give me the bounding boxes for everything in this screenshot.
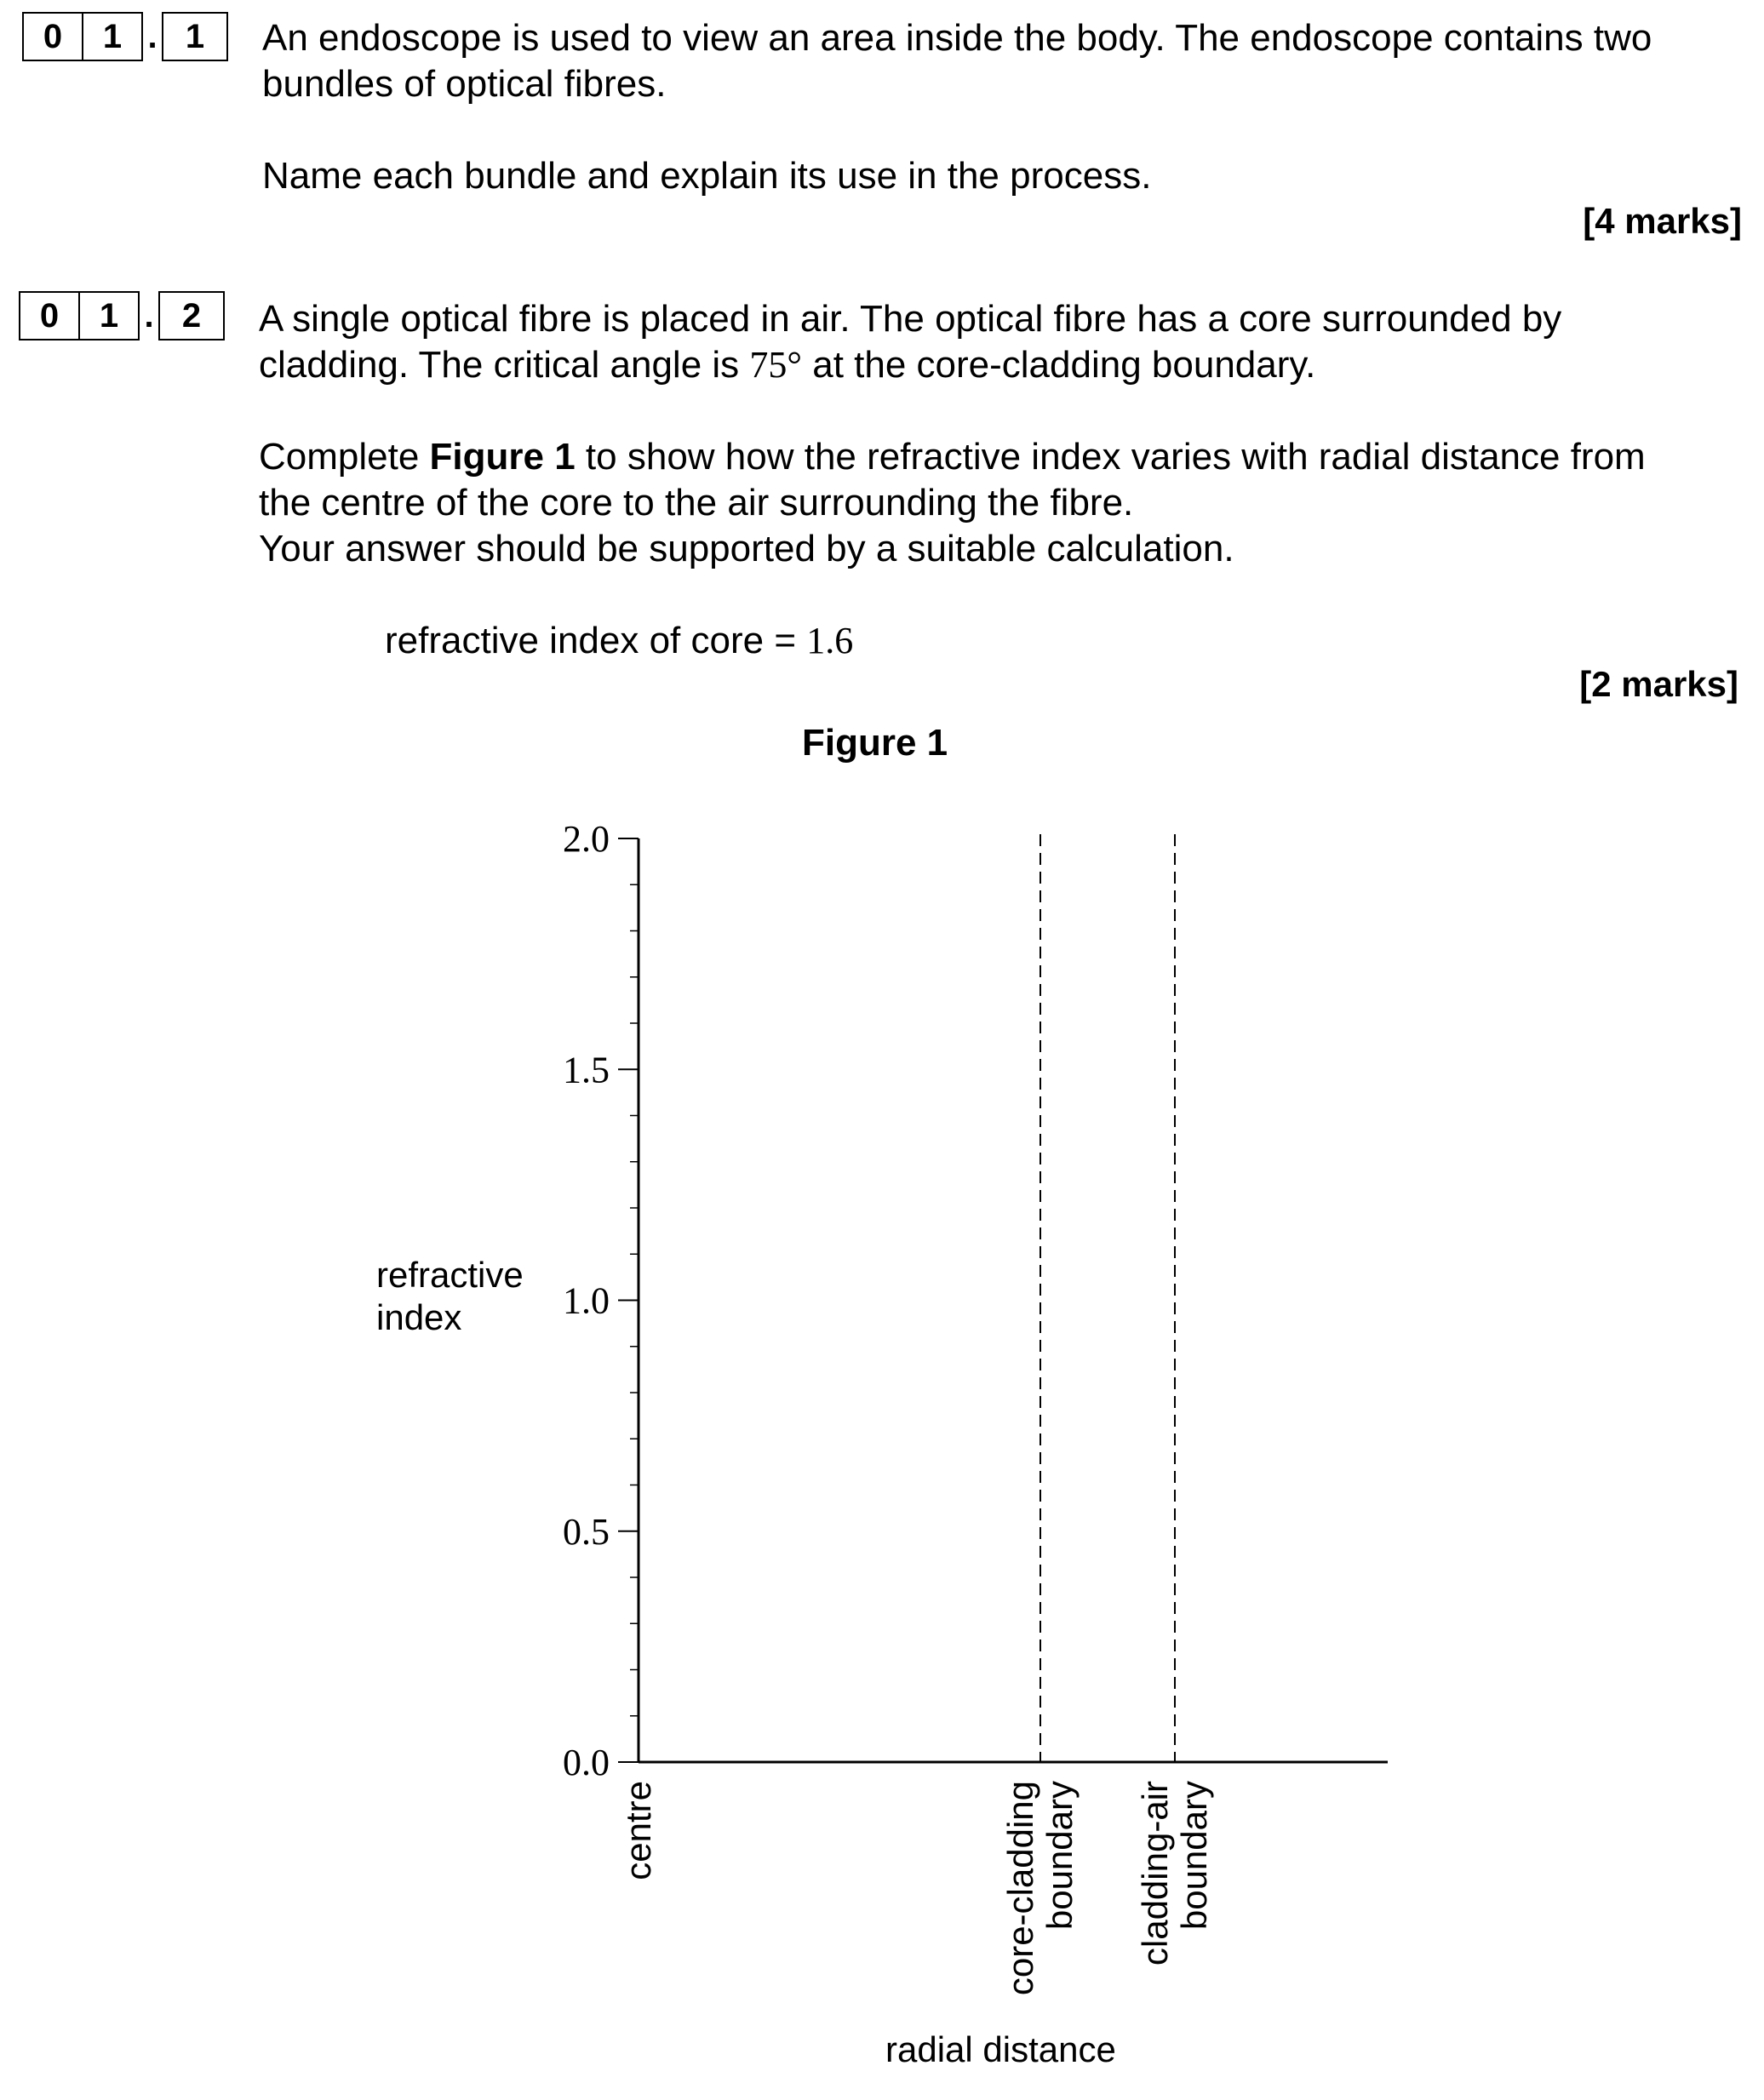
q2-instruction-line-2: the centre of the core to the air surrounding the fibre.	[259, 482, 1134, 524]
critical-angle-value: 75°	[749, 344, 802, 386]
figure-title: Figure 1	[802, 722, 948, 764]
q1-text-line-2: bundles of optical fibres.	[262, 63, 667, 105]
axes	[639, 838, 1388, 1762]
digit: 2	[181, 296, 202, 335]
y-tick-labels	[563, 818, 610, 1783]
dot: .	[147, 17, 158, 55]
x-marker-label: core-cladding	[1000, 1781, 1040, 1996]
y-tick-label: 0.5	[563, 1510, 610, 1553]
x-marker-labels	[618, 1781, 1214, 1995]
y-tick-label: 0.0	[563, 1742, 610, 1783]
digit: 1	[185, 17, 205, 55]
y-axis-label-line-2: index	[376, 1297, 462, 1337]
digit: 1	[78, 293, 138, 339]
q2-text-part: at the core-cladding boundary.	[802, 344, 1316, 386]
x-markers[interactable]	[1040, 834, 1175, 1762]
given-label: refractive index of core =	[385, 620, 807, 661]
y-axis-label-line-1: refractive	[376, 1255, 524, 1295]
x-marker-label: boundary	[1174, 1781, 1214, 1931]
x-axis-label: radial distance	[885, 2029, 1116, 2069]
q1-marks: [4 marks]	[1583, 201, 1742, 241]
q2-text-part: cladding. The critical angle is	[259, 344, 750, 386]
figure-reference: Figure 1	[429, 436, 576, 478]
y-ticks	[618, 838, 639, 1762]
digit: 0	[39, 296, 60, 335]
q2-instruction-part: to show how the refractive index varies with radial distance from	[575, 436, 1646, 478]
dot: .	[144, 296, 154, 335]
digit: 0	[43, 17, 63, 55]
x-marker-label: boundary	[1040, 1781, 1080, 1931]
q2-marks: [2 marks]	[1579, 664, 1738, 704]
x-marker-label: centre	[618, 1781, 658, 1880]
x-marker-label: cladding-air	[1135, 1781, 1175, 1966]
y-tick-label: 2.0	[563, 818, 610, 860]
given-value: 1.6	[806, 620, 854, 661]
digit: 1	[82, 14, 141, 60]
q2-instruction-line-3: Your answer should be supported by a suitable calculation.	[259, 528, 1234, 569]
q1-prompt: Name each bundle and explain its use in the process.	[262, 155, 1152, 197]
y-tick-label: 1.0	[563, 1279, 610, 1322]
q2-instruction-part: Complete	[259, 436, 430, 478]
q1-text-line-1: An endoscope is used to view an area inside the body. The endoscope contains two	[262, 17, 1652, 59]
y-tick-label: 1.5	[563, 1049, 610, 1091]
q2-text-line-1: A single optical fibre is placed in air. The optical fibre has a core surrounded by	[259, 298, 1562, 340]
